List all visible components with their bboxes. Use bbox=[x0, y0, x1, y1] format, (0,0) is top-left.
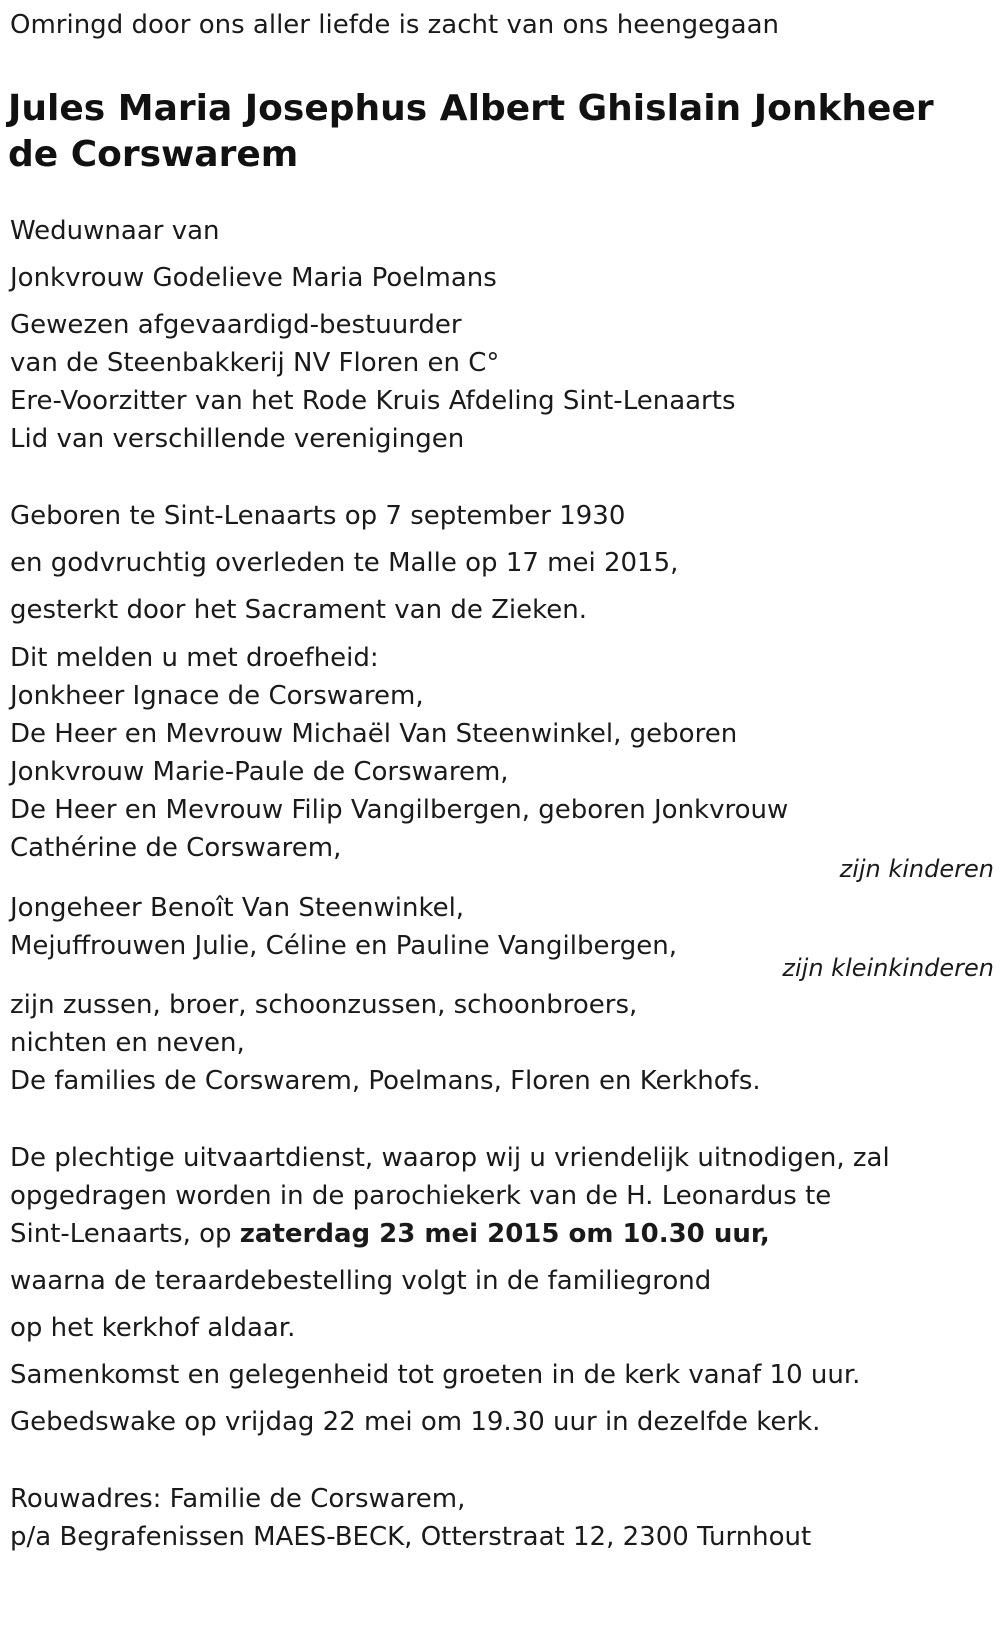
service-line: De plechtige uitvaartdienst, waarop wij u vriendelijk uitnodigen, zal bbox=[10, 1143, 890, 1173]
address-line: Rouwadres: Familie de Corswarem, bbox=[10, 1484, 466, 1514]
birth-line: Geboren te Sint-Lenaarts op 7 september 1930 bbox=[10, 501, 626, 531]
vigil-line: Gebedswake op vrijdag 22 mei om 19.30 uur in dezelfde kerk. bbox=[10, 1407, 821, 1437]
intro-text: Omringd door ons aller liefde is zacht van ons heengegaan bbox=[10, 10, 780, 40]
sacrament-line: gesterkt door het Sacrament van de Zieken. bbox=[10, 595, 587, 625]
service-line: opgedragen worden in de parochiekerk van de H. Leonardus te bbox=[10, 1181, 832, 1211]
death-line: en godvruchtig overleden te Malle op 17 mei 2015, bbox=[10, 548, 679, 578]
service-line: waarna de teraardebestelling volgt in de familiegrond bbox=[10, 1266, 712, 1296]
spouse-label: Weduwnaar van bbox=[10, 216, 220, 246]
child-line: De Heer en Mevrouw Filip Vangilbergen, geboren Jonkvrouw bbox=[10, 795, 789, 825]
announcement-intro: Dit melden u met droefheid: bbox=[10, 643, 379, 673]
service-date: zaterdag 23 mei 2015 om 10.30 uur, bbox=[239, 1219, 770, 1249]
grandchildren-label: zijn kleinkinderen bbox=[782, 954, 994, 982]
child-line: Cathérine de Corswarem, bbox=[10, 833, 342, 863]
function-line: Ere-Voorzitter van het Rode Kruis Afdeling Sint-Lenaarts bbox=[10, 386, 736, 416]
child-line: Jonkheer Ignace de Corswarem, bbox=[10, 681, 424, 711]
deceased-name: Jules Maria Josephus Albert Ghislain Jonkheer de Corswarem bbox=[8, 88, 934, 175]
child-line: Jonkvrouw Marie-Paule de Corswarem, bbox=[10, 757, 509, 787]
address-line: p/a Begrafenissen MAES-BECK, Otterstraat 12, 2300 Turnhout bbox=[10, 1522, 812, 1552]
function-line: Gewezen afgevaardigd-bestuurder bbox=[10, 310, 462, 340]
family-line: De families de Corswarem, Poelmans, Floren en Kerkhofs. bbox=[10, 1066, 761, 1096]
family-line: nichten en neven, bbox=[10, 1028, 245, 1058]
function-line: Lid van verschillende verenigingen bbox=[10, 424, 465, 454]
grandchild-line: Mejuffrouwen Julie, Céline en Pauline Vangilbergen, bbox=[10, 931, 677, 961]
service-line: op het kerkhof aldaar. bbox=[10, 1313, 296, 1343]
children-label: zijn kinderen bbox=[839, 855, 994, 883]
gathering-line: Samenkomst en gelegenheid tot groeten in de kerk vanaf 10 uur. bbox=[10, 1360, 861, 1390]
grandchild-line: Jongeheer Benoît Van Steenwinkel, bbox=[10, 893, 465, 923]
family-line: zijn zussen, broer, schoonzussen, schoonbroers, bbox=[10, 990, 638, 1020]
spouse-name: Jonkvrouw Godelieve Maria Poelmans bbox=[10, 263, 497, 293]
function-line: van de Steenbakkerij NV Floren en C° bbox=[10, 348, 500, 378]
service-line-prefix: Sint-Lenaarts, op bbox=[10, 1219, 240, 1249]
service-date-line bbox=[10, 1221, 770, 1247]
child-line: De Heer en Mevrouw Michaël Van Steenwinkel, geboren bbox=[10, 719, 738, 749]
